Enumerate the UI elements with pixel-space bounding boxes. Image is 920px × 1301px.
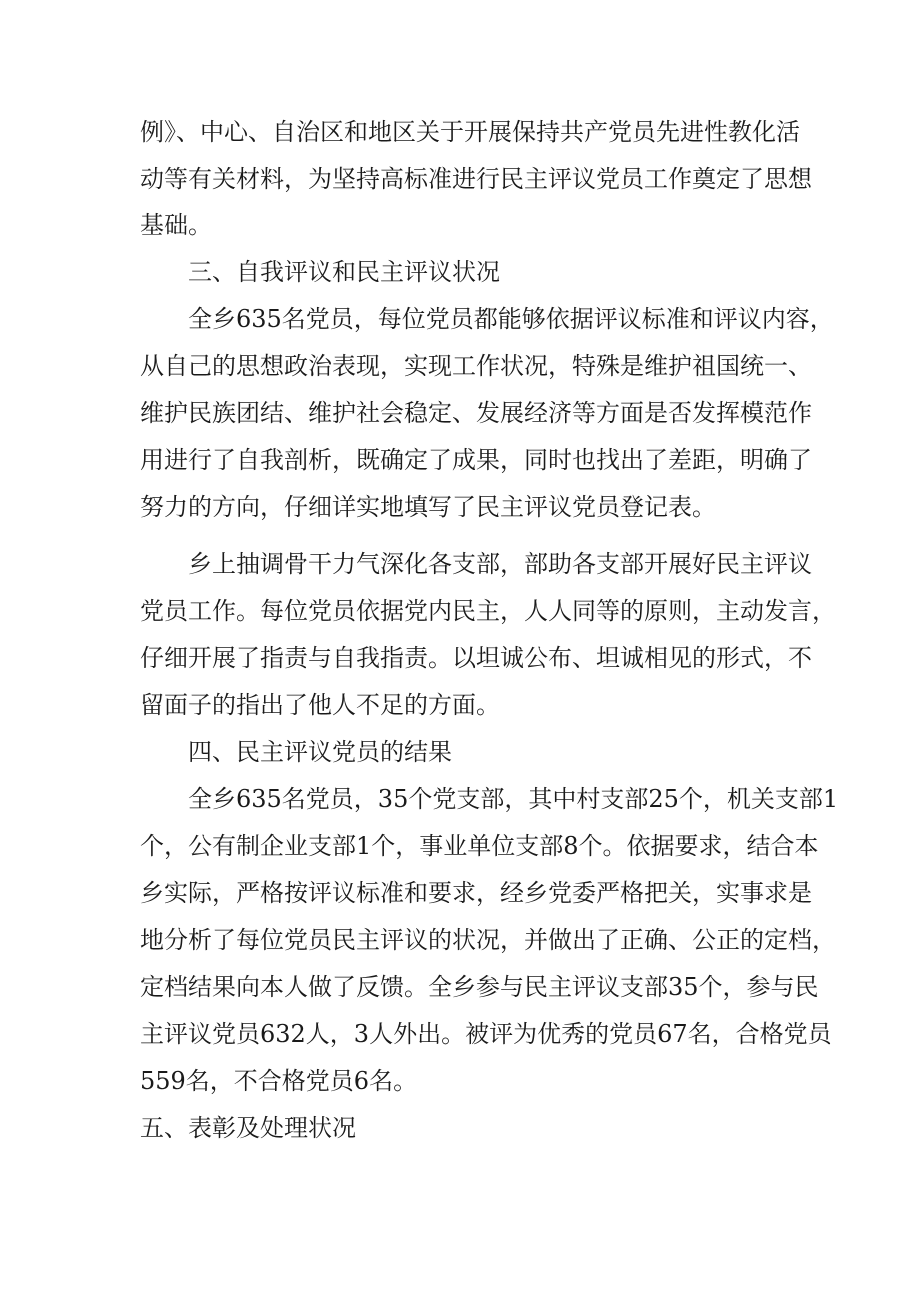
text-line: 动等有关材料，为坚持高标准进行民主评议党员工作奠定了思想	[140, 165, 812, 193]
text-line: 定档结果向本人做了反馈。全乡参与民主评议支部35个，参与民	[140, 973, 819, 1001]
text-line: 从自己的思想政治表现，实现工作状况，特殊是维护祖国统一、	[140, 352, 812, 380]
text-line: 仔细开展了指责与自我指责。以坦诚公布、坦诚相见的形式，不	[140, 644, 812, 672]
text-line: 全乡635名党员，35个党支部，其中村支部25个，机关支部1	[188, 785, 839, 813]
text-line: 党员工作。每位党员依据党内民主，人人同等的原则，主动发言，	[140, 597, 836, 625]
text-line: 559名，不合格党员6名。	[140, 1067, 418, 1095]
text-line: 例》、中心、自治区和地区关于开展保持共产党员先进性教化活	[140, 118, 800, 146]
section-heading: 三、自我评议和民主评议状况	[188, 258, 500, 286]
text-line: 个，公有制企业支部1个，事业单位支部8个。依据要求，结合本	[140, 832, 819, 860]
text-line: 主评议党员632人，3人外出。被评为优秀的党员67名，合格党员	[140, 1020, 832, 1048]
section-heading: 四、民主评议党员的结果	[188, 738, 452, 766]
text-line: 努力的方向，仔细详实地填写了民主评议党员登记表。	[140, 493, 716, 521]
text-line: 留面子的指出了他人不足的方面。	[140, 691, 500, 719]
text-line: 乡实际，严格按评议标准和要求，经乡党委严格把关，实事求是	[140, 879, 812, 907]
text-line: 用进行了自我剖析，既确定了成果，同时也找出了差距，明确了	[140, 446, 812, 474]
text-line: 乡上抽调骨干力气深化各支部，部助各支部开展好民主评议	[188, 550, 812, 578]
text-line: 全乡635名党员，每位党员都能够依据评议标准和评议内容，	[188, 305, 834, 333]
text-line: 地分析了每位党员民主评议的状况，并做出了正确、公正的定档，	[140, 926, 836, 954]
section-heading: 五、表彰及处理状况	[140, 1114, 356, 1142]
text-line: 维护民族团结、维护社会稳定、发展经济等方面是否发挥模范作	[140, 399, 812, 427]
text-line: 基础。	[140, 211, 212, 239]
